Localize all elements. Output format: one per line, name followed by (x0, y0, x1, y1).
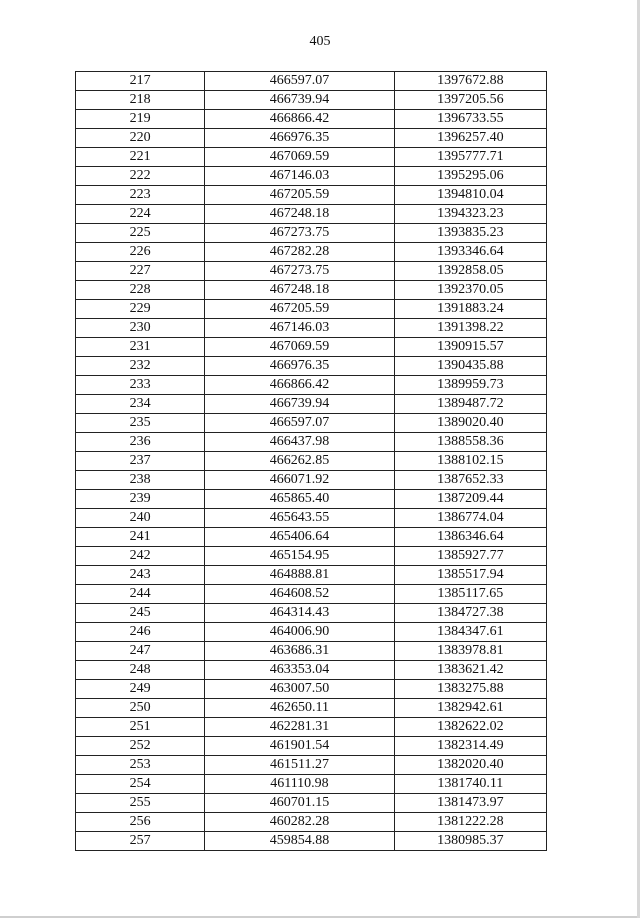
point-number-cell: 244 (76, 585, 205, 604)
table-row (76, 205, 547, 224)
y-coordinate-cell: 1391883.24 (394, 300, 546, 319)
y-coordinate-cell: 1388102.15 (394, 452, 546, 471)
y-coordinate-cell: 1384347.61 (394, 623, 546, 642)
y-coordinate-cell: 1391398.22 (394, 319, 546, 338)
y-coordinate-cell: 1388558.36 (394, 433, 546, 452)
point-number-cell: 233 (76, 376, 205, 395)
y-coordinate-cell: 1385117.65 (394, 585, 546, 604)
point-number-cell: 247 (76, 642, 205, 661)
table-row (76, 186, 547, 205)
y-coordinate-cell: 1387209.44 (394, 490, 546, 509)
y-coordinate-cell: 1381473.97 (394, 794, 546, 813)
y-coordinate-cell: 1390435.88 (394, 357, 546, 376)
x-coordinate-cell: 465865.40 (205, 490, 394, 509)
table-row (76, 775, 547, 794)
x-coordinate-cell: 466437.98 (205, 433, 394, 452)
table-row (76, 623, 547, 642)
y-coordinate-cell: 1385927.77 (394, 547, 546, 566)
table-row (76, 509, 547, 528)
point-number-cell: 228 (76, 281, 205, 300)
point-number-cell: 251 (76, 718, 205, 737)
y-coordinate-cell: 1386774.04 (394, 509, 546, 528)
x-coordinate-cell: 467146.03 (205, 319, 394, 338)
x-coordinate-cell: 467205.59 (205, 186, 394, 205)
point-number-cell: 245 (76, 604, 205, 623)
point-number-cell: 254 (76, 775, 205, 794)
y-coordinate-cell: 1394323.23 (394, 205, 546, 224)
x-coordinate-cell: 466976.35 (205, 357, 394, 376)
table-row (76, 832, 547, 851)
table-row (76, 547, 547, 566)
table-row (76, 281, 547, 300)
x-coordinate-cell: 461901.54 (205, 737, 394, 756)
table-row (76, 129, 547, 148)
x-coordinate-cell: 464314.43 (205, 604, 394, 623)
y-coordinate-cell: 1389020.40 (394, 414, 546, 433)
y-coordinate-cell: 1392858.05 (394, 262, 546, 281)
table-row (76, 490, 547, 509)
x-coordinate-cell: 466976.35 (205, 129, 394, 148)
x-coordinate-cell: 466739.94 (205, 395, 394, 414)
x-coordinate-cell: 466866.42 (205, 110, 394, 129)
table-row (76, 699, 547, 718)
point-number-cell: 252 (76, 737, 205, 756)
x-coordinate-cell: 463353.04 (205, 661, 394, 680)
point-number-cell: 225 (76, 224, 205, 243)
point-number-cell: 230 (76, 319, 205, 338)
point-number-cell: 256 (76, 813, 205, 832)
x-coordinate-cell: 466071.92 (205, 471, 394, 490)
point-number-cell: 222 (76, 167, 205, 186)
x-coordinate-cell: 467282.28 (205, 243, 394, 262)
point-number-cell: 242 (76, 547, 205, 566)
table-row (76, 395, 547, 414)
table-row (76, 813, 547, 832)
table-row (76, 680, 547, 699)
y-coordinate-cell: 1380985.37 (394, 832, 546, 851)
page-number: 405 (309, 34, 331, 49)
table-row (76, 224, 547, 243)
y-coordinate-cell: 1383275.88 (394, 680, 546, 699)
point-number-cell: 220 (76, 129, 205, 148)
table-row (76, 642, 547, 661)
x-coordinate-cell: 465643.55 (205, 509, 394, 528)
x-coordinate-cell: 463007.50 (205, 680, 394, 699)
x-coordinate-cell: 461110.98 (205, 775, 394, 794)
point-number-cell: 246 (76, 623, 205, 642)
x-coordinate-cell: 467146.03 (205, 167, 394, 186)
table-row (76, 148, 547, 167)
x-coordinate-cell: 464006.90 (205, 623, 394, 642)
table-row (76, 414, 547, 433)
table-row (76, 72, 547, 91)
point-number-cell: 217 (76, 72, 205, 91)
point-number-cell: 224 (76, 205, 205, 224)
x-coordinate-cell: 467248.18 (205, 281, 394, 300)
y-coordinate-cell: 1394810.04 (394, 186, 546, 205)
point-number-cell: 231 (76, 338, 205, 357)
point-number-cell: 221 (76, 148, 205, 167)
x-coordinate-cell: 466866.42 (205, 376, 394, 395)
y-coordinate-cell: 1390915.57 (394, 338, 546, 357)
coordinate-table (75, 71, 547, 851)
x-coordinate-cell: 460701.15 (205, 794, 394, 813)
y-coordinate-cell: 1384727.38 (394, 604, 546, 623)
x-coordinate-cell: 464888.81 (205, 566, 394, 585)
x-coordinate-cell: 467069.59 (205, 338, 394, 357)
point-number-cell: 223 (76, 186, 205, 205)
table-row (76, 243, 547, 262)
x-coordinate-cell: 465406.64 (205, 528, 394, 547)
y-coordinate-cell: 1387652.33 (394, 471, 546, 490)
table-row (76, 718, 547, 737)
point-number-cell: 237 (76, 452, 205, 471)
point-number-cell: 219 (76, 110, 205, 129)
x-coordinate-cell: 466597.07 (205, 72, 394, 91)
point-number-cell: 234 (76, 395, 205, 414)
x-coordinate-cell: 467273.75 (205, 224, 394, 243)
table-row (76, 433, 547, 452)
y-coordinate-cell: 1382020.40 (394, 756, 546, 775)
point-number-cell: 249 (76, 680, 205, 699)
x-coordinate-cell: 467069.59 (205, 148, 394, 167)
y-coordinate-cell: 1386346.64 (394, 528, 546, 547)
table-row (76, 794, 547, 813)
table-row (76, 319, 547, 338)
y-coordinate-cell: 1393346.64 (394, 243, 546, 262)
y-coordinate-cell: 1393835.23 (394, 224, 546, 243)
y-coordinate-cell: 1396733.55 (394, 110, 546, 129)
y-coordinate-cell: 1381740.11 (394, 775, 546, 794)
point-number-cell: 248 (76, 661, 205, 680)
y-coordinate-cell: 1382942.61 (394, 699, 546, 718)
y-coordinate-cell: 1383978.81 (394, 642, 546, 661)
table-row (76, 167, 547, 186)
point-number-cell: 227 (76, 262, 205, 281)
y-coordinate-cell: 1389487.72 (394, 395, 546, 414)
table-row (76, 661, 547, 680)
x-coordinate-cell: 466262.85 (205, 452, 394, 471)
coordinate-table-body (76, 72, 547, 851)
point-number-cell: 243 (76, 566, 205, 585)
y-coordinate-cell: 1383621.42 (394, 661, 546, 680)
x-coordinate-cell: 465154.95 (205, 547, 394, 566)
x-coordinate-cell: 467273.75 (205, 262, 394, 281)
x-coordinate-cell: 466739.94 (205, 91, 394, 110)
x-coordinate-cell: 463686.31 (205, 642, 394, 661)
y-coordinate-cell: 1382622.02 (394, 718, 546, 737)
point-number-cell: 218 (76, 91, 205, 110)
table-row (76, 604, 547, 623)
y-coordinate-cell: 1381222.28 (394, 813, 546, 832)
x-coordinate-cell: 467205.59 (205, 300, 394, 319)
table-row (76, 91, 547, 110)
table-row (76, 357, 547, 376)
y-coordinate-cell: 1389959.73 (394, 376, 546, 395)
table-row (76, 300, 547, 319)
table-row (76, 756, 547, 775)
table-row (76, 110, 547, 129)
point-number-cell: 253 (76, 756, 205, 775)
point-number-cell: 229 (76, 300, 205, 319)
table-row (76, 262, 547, 281)
y-coordinate-cell: 1382314.49 (394, 737, 546, 756)
table-row (76, 585, 547, 604)
point-number-cell: 241 (76, 528, 205, 547)
x-coordinate-cell: 460282.28 (205, 813, 394, 832)
x-coordinate-cell: 466597.07 (205, 414, 394, 433)
x-coordinate-cell: 462281.31 (205, 718, 394, 737)
table-row (76, 566, 547, 585)
y-coordinate-cell: 1392370.05 (394, 281, 546, 300)
point-number-cell: 226 (76, 243, 205, 262)
point-number-cell: 235 (76, 414, 205, 433)
point-number-cell: 250 (76, 699, 205, 718)
y-coordinate-cell: 1396257.40 (394, 129, 546, 148)
y-coordinate-cell: 1385517.94 (394, 566, 546, 585)
table-row (76, 376, 547, 395)
x-coordinate-cell: 467248.18 (205, 205, 394, 224)
y-coordinate-cell: 1397672.88 (394, 72, 546, 91)
point-number-cell: 236 (76, 433, 205, 452)
table-row (76, 338, 547, 357)
table-row (76, 737, 547, 756)
table-row (76, 528, 547, 547)
y-coordinate-cell: 1397205.56 (394, 91, 546, 110)
x-coordinate-cell: 459854.88 (205, 832, 394, 851)
point-number-cell: 239 (76, 490, 205, 509)
point-number-cell: 255 (76, 794, 205, 813)
point-number-cell: 257 (76, 832, 205, 851)
x-coordinate-cell: 462650.11 (205, 699, 394, 718)
y-coordinate-cell: 1395777.71 (394, 148, 546, 167)
x-coordinate-cell: 461511.27 (205, 756, 394, 775)
table-row (76, 452, 547, 471)
point-number-cell: 232 (76, 357, 205, 376)
table-row (76, 471, 547, 490)
y-coordinate-cell: 1395295.06 (394, 167, 546, 186)
x-coordinate-cell: 464608.52 (205, 585, 394, 604)
point-number-cell: 240 (76, 509, 205, 528)
point-number-cell: 238 (76, 471, 205, 490)
